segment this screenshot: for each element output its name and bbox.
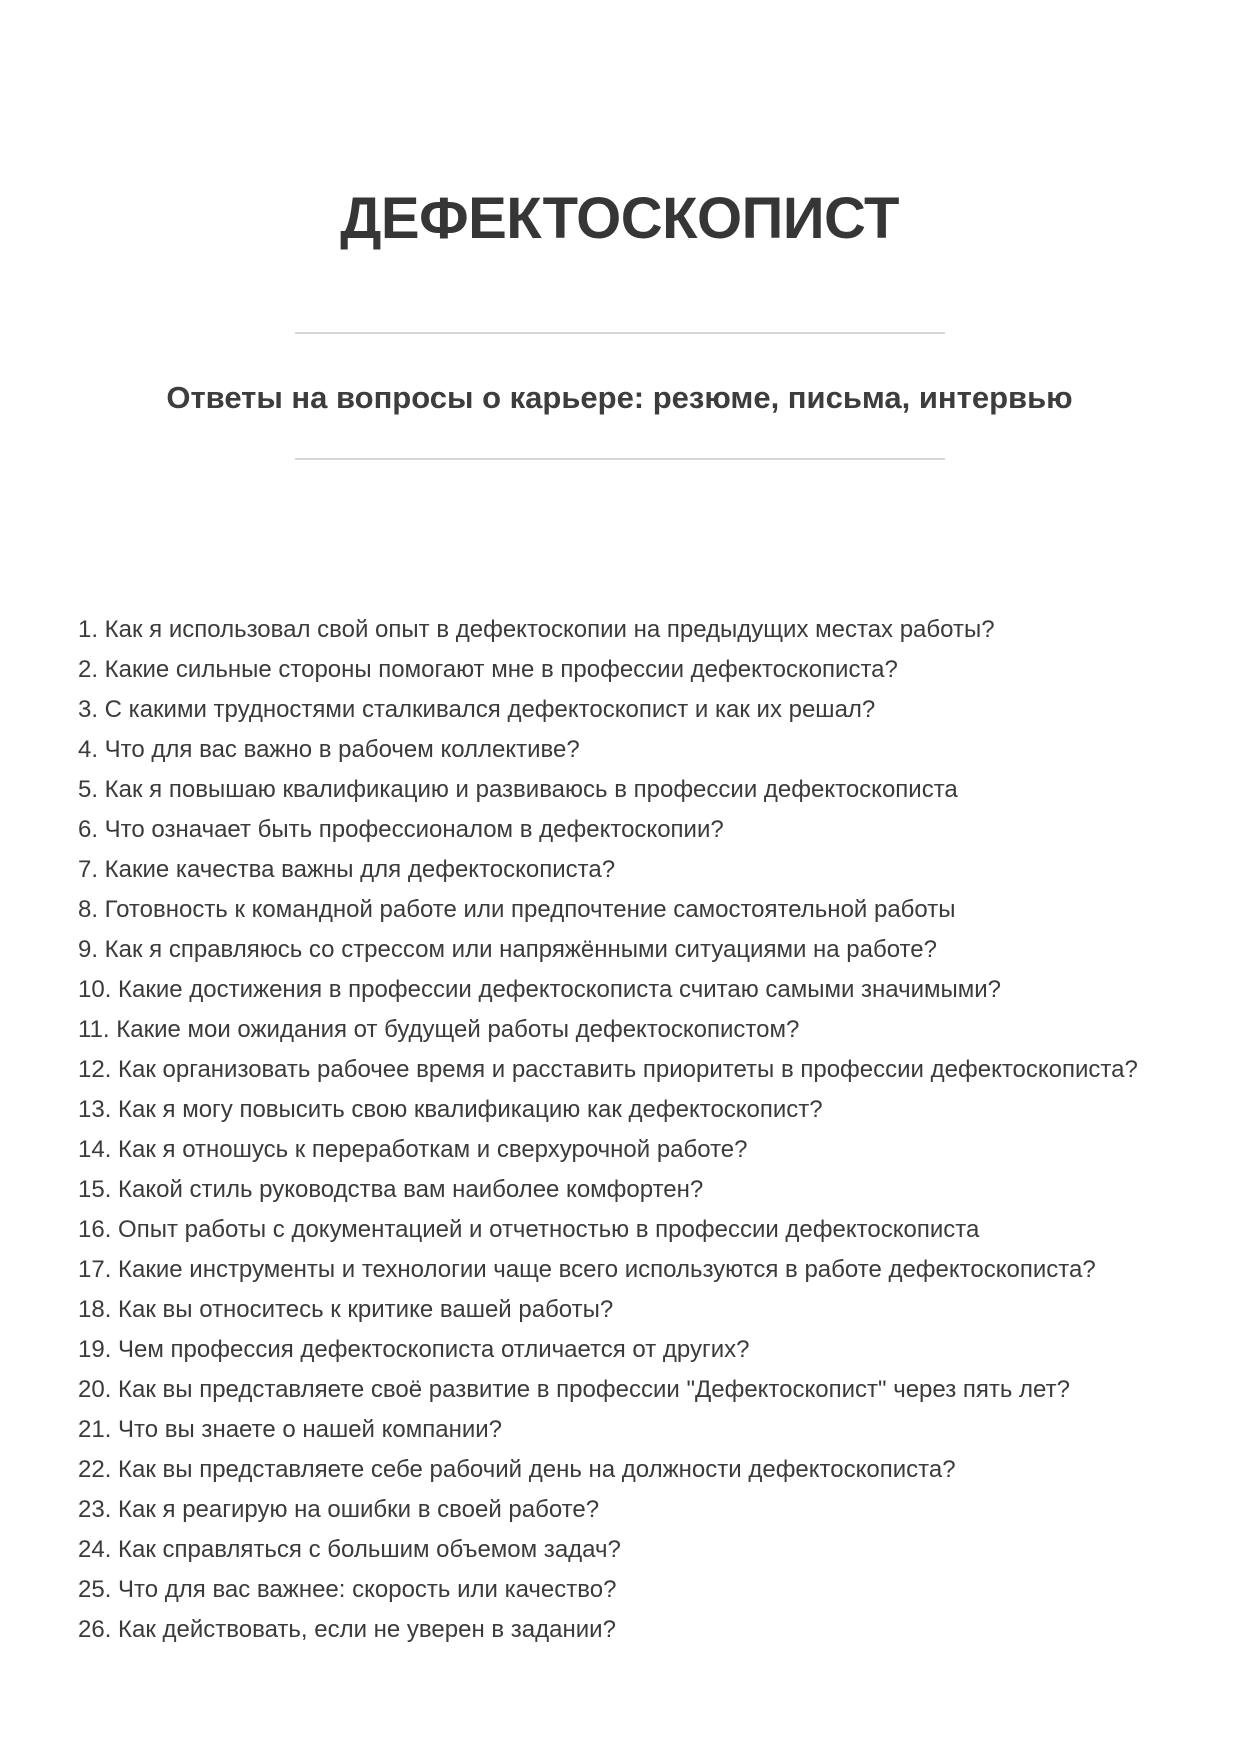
question-item: 18. Как вы относитесь к критике вашей работы?: [78, 1296, 614, 1323]
page-title: ДЕФЕКТОСКОПИСТ: [340, 186, 899, 251]
question-item: 23. Как я реагирую на ошибки в своей работе?: [78, 1496, 600, 1523]
question-item: 12. Как организовать рабочее время и расставить приоритеты в профессии дефектоскописта?: [78, 1056, 1138, 1083]
question-item: 15. Какой стиль руководства вам наиболее комфортен?: [78, 1176, 704, 1203]
question-item: 14. Как я отношусь к переработкам и сверхурочной работе?: [78, 1136, 748, 1163]
question-item: 13. Как я могу повысить свою квалификацию как дефектоскопист?: [78, 1096, 823, 1123]
question-item: 21. Что вы знаете о нашей компании?: [78, 1416, 502, 1443]
questions-list: [78, 610, 1141, 1650]
question-item: 24. Как справляться с большим объемом задач?: [78, 1536, 621, 1563]
question-item: 17. Какие инструменты и технологии чаще всего используются в работе дефектоскописта?: [78, 1256, 1096, 1283]
page-subtitle: Ответы на вопросы о карьере: резюме, письма, интервью: [166, 380, 1073, 415]
question-item: 25. Что для вас важнее: скорость или качество?: [78, 1576, 617, 1603]
question-item: 26. Как действовать, если не уверен в задании?: [78, 1616, 616, 1643]
question-item: 16. Опыт работы с документацией и отчетностью в профессии дефектоскописта: [78, 1216, 980, 1243]
question-item: 4. Что для вас важно в рабочем коллективе?: [78, 736, 580, 763]
question-item: 6. Что означает быть профессионалом в дефектоскопии?: [78, 816, 724, 843]
question-item: 5. Как я повышаю квалификацию и развиваюсь в профессии дефектоскописта: [78, 776, 958, 803]
question-item: 9. Как я справляюсь со стрессом или напряжёнными ситуациями на работе?: [78, 936, 937, 963]
question-item: 20. Как вы представляете своё развитие в профессии "Дефектоскопист" через пять лет?: [78, 1376, 1070, 1403]
question-item: 11. Какие мои ожидания от будущей работы дефектоскопистом?: [78, 1016, 800, 1043]
question-item: 7. Какие качества важны для дефектоскописта?: [78, 856, 616, 883]
question-item: 22. Как вы представляете себе рабочий день на должности дефектоскописта?: [78, 1456, 956, 1483]
divider-bottom: [295, 458, 945, 460]
question-item: 10. Какие достижения в профессии дефектоскописта считаю самыми значимыми?: [78, 976, 1002, 1003]
question-item: 19. Чем профессия дефектоскописта отличается от других?: [78, 1336, 750, 1363]
divider-top: [295, 332, 945, 334]
question-item: 1. Как я использовал свой опыт в дефектоскопии на предыдущих местах работы?: [78, 616, 995, 643]
question-item: 2. Какие сильные стороны помогают мне в профессии дефектоскописта?: [78, 656, 898, 683]
question-item: 8. Готовность к командной работе или предпочтение самостоятельной работы: [78, 896, 956, 923]
question-item: 3. С какими трудностями сталкивался дефектоскопист и как их решал?: [78, 696, 876, 723]
